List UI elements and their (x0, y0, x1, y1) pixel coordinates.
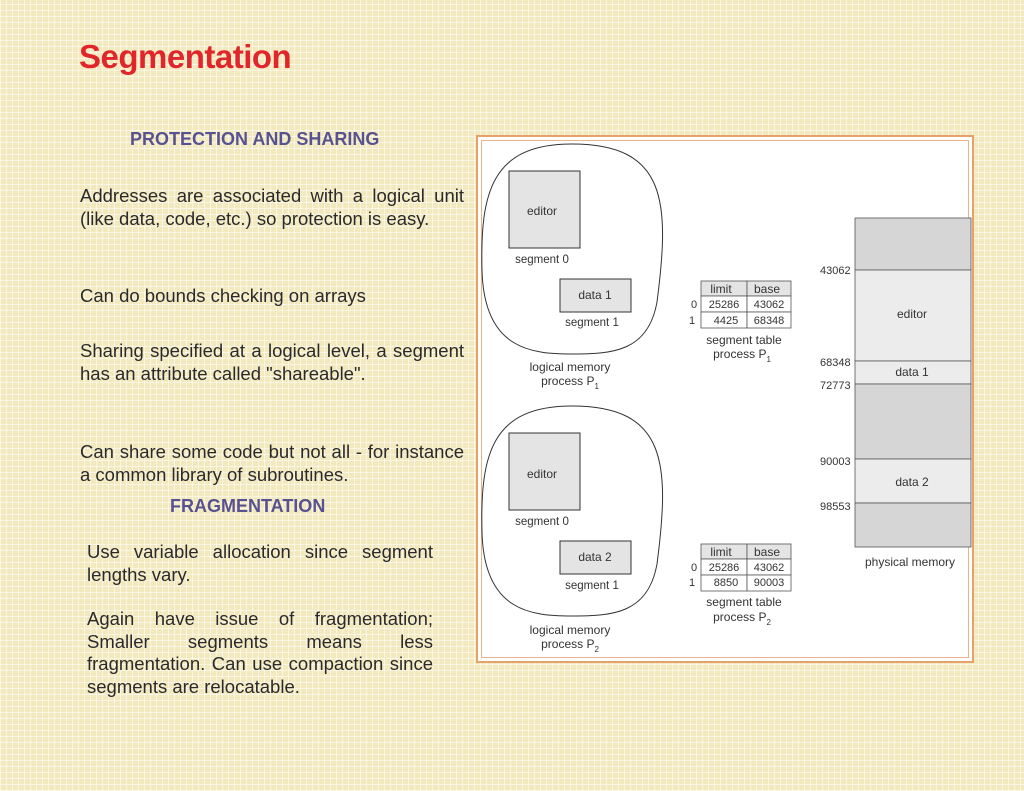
segmentation-diagram (476, 135, 974, 663)
table1-row0-base: 43062 (753, 299, 785, 311)
table1-row1-limit: 4425 (713, 315, 739, 327)
phys-editor-label: editor (896, 307, 928, 321)
phys-free-top (855, 218, 971, 270)
phys-address-4: 98553 (820, 501, 851, 513)
phys-address-2: 72773 (820, 380, 851, 392)
segment-table-p1 (689, 281, 791, 364)
phys-address-3: 90003 (820, 456, 851, 468)
p2-caption-line2: process $P_2$ (541, 637, 599, 654)
paragraph-fragmentation-issue: Again have issue of fragmentation; Smaller segments means less fragmentation. Can use compaction since segments are relocatable. (87, 608, 433, 697)
table1-header-base: base (753, 282, 781, 296)
table1-row1-index: 1 (688, 315, 696, 327)
table2-row1-base: 90003 (753, 577, 785, 589)
table2-row0-base: 43062 (753, 562, 785, 574)
p1-caption-line1: logical memory (529, 360, 611, 374)
phys-data1-label: data 1 (895, 365, 929, 379)
phys-address-0: 43062 (820, 265, 851, 277)
paragraph-sharing: Sharing specified at a logical level, a segment has an attribute called "shareable". (80, 340, 464, 384)
table2-row1-index: 1 (688, 577, 696, 589)
table2-row0-index: 0 (690, 562, 698, 574)
p2-segment1-label: data 2 (578, 550, 612, 564)
table1-row1-base: 68348 (753, 315, 785, 327)
table1-caption-line1: segment table (706, 333, 782, 347)
table2-header-base: base (753, 545, 781, 559)
table2-row0-limit: 25286 (708, 562, 740, 574)
p2-segment0-caption: segment 0 (515, 516, 569, 528)
heading-fragmentation: FRAGMENTATION (170, 496, 326, 516)
phys-free-middle (855, 384, 971, 459)
heading-protection-sharing: PROTECTION AND SHARING (130, 129, 380, 149)
p2-segment0-label: editor (526, 467, 558, 481)
p1-segment1-caption: segment 1 (565, 317, 619, 329)
p2-caption-line1: logical memory (529, 623, 611, 637)
table1-caption-line2: process $P_1$ (713, 347, 771, 364)
p2-segment1-caption: segment 1 (565, 580, 619, 592)
table1-row0-limit: 25286 (708, 299, 740, 311)
paragraph-logical-unit: Addresses are associated with a logical unit (like data, code, etc.) so protection is easy. (80, 185, 464, 229)
p1-segment1-label: data 1 (578, 288, 612, 302)
table1-row0-index: 0 (690, 299, 698, 311)
p1-caption-line2: process $P_1$ (541, 374, 599, 391)
slide-title: Segmentation (79, 38, 292, 75)
table2-caption-line2: process $P_2$ (713, 610, 771, 627)
paragraph-variable-allocation: Use variable allocation since segment lengths vary. (87, 541, 433, 585)
segment-table-p2 (689, 544, 791, 627)
p1-segment0-label: editor (526, 204, 558, 218)
phys-data2-label: data 2 (895, 475, 929, 489)
table2-caption-line1: segment table (706, 595, 782, 609)
phys-address-1: 68348 (820, 357, 851, 369)
physical-memory (820, 218, 971, 569)
table2-row1-limit: 8850 (713, 577, 739, 589)
segmentation-diagram-svg (478, 137, 976, 665)
paragraph-bounds-checking: Can do bounds checking on arrays (80, 285, 366, 306)
paragraph-share-code: Can share some code but not all - for instance a common library of subroutines. (80, 441, 464, 485)
table1-header-limit: limit (710, 282, 732, 296)
p1-segment0-caption: segment 0 (515, 254, 569, 266)
phys-free-bottom (855, 503, 971, 547)
table2-header-limit: limit (710, 545, 732, 559)
physical-memory-caption: physical memory (864, 555, 956, 569)
